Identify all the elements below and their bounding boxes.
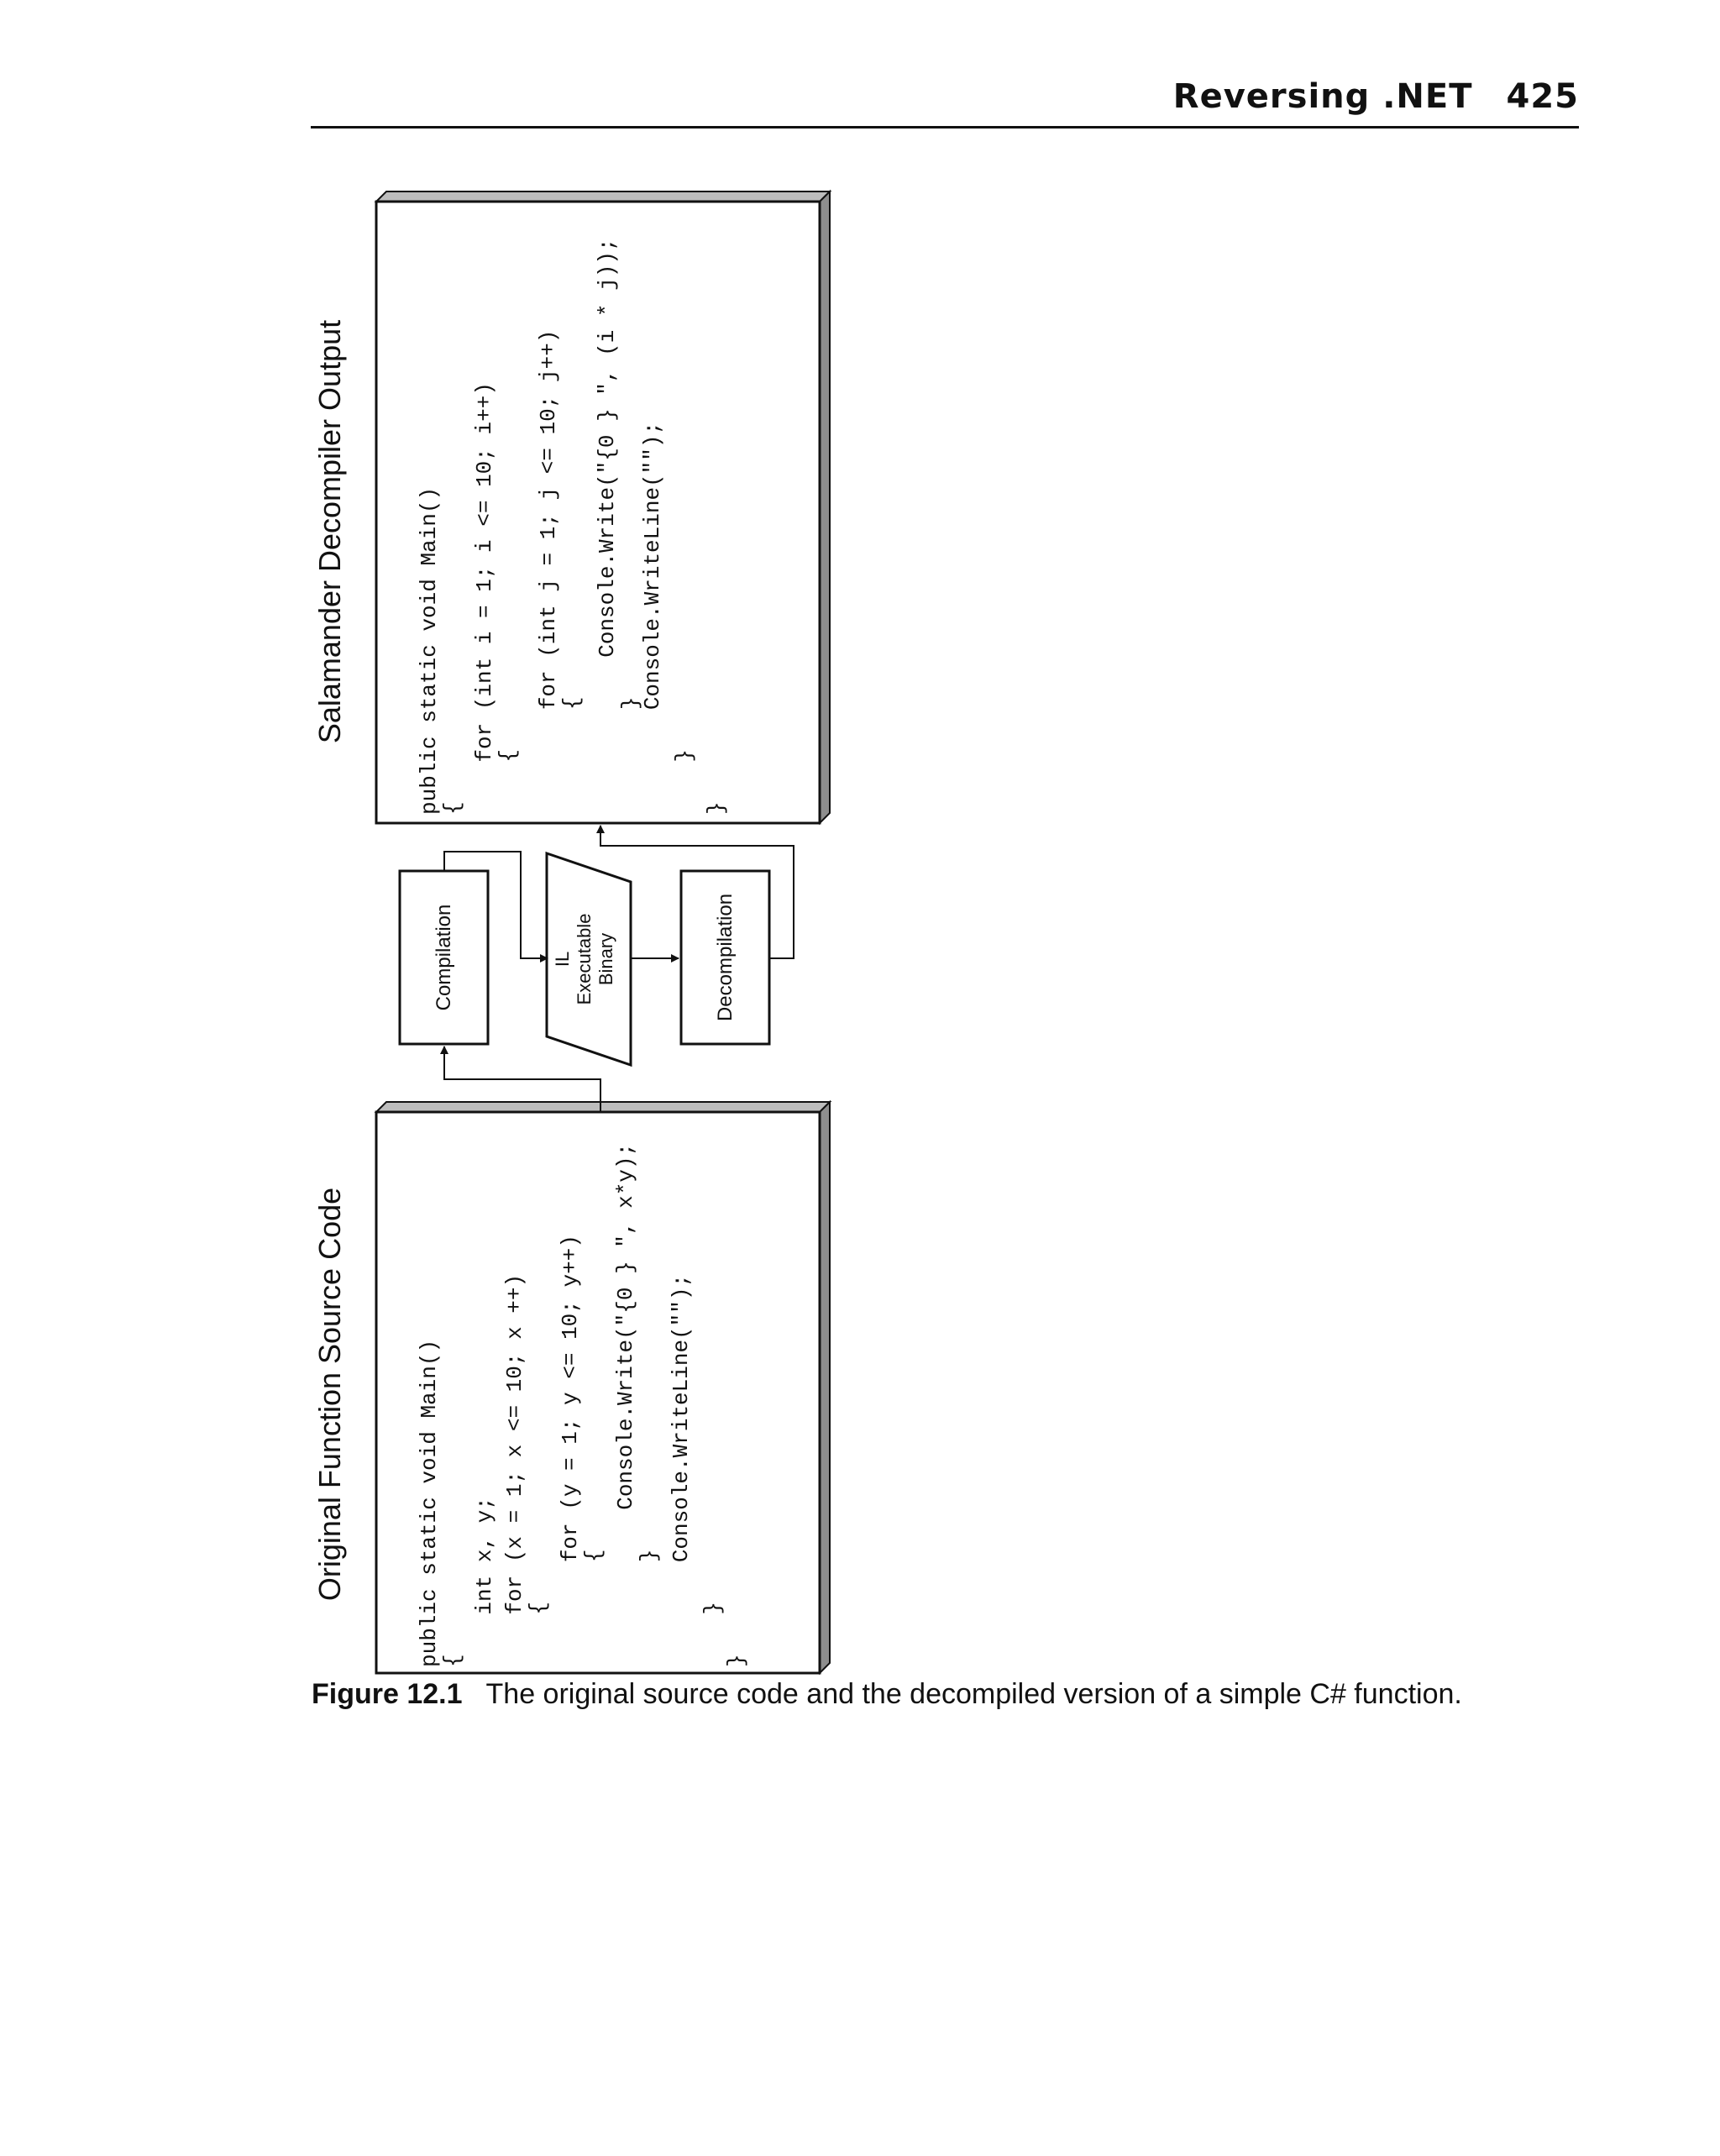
code-line: { <box>526 1601 551 1667</box>
header-title: Reversing .NET <box>1172 77 1473 116</box>
decompilation-label: Decompilation <box>714 893 737 1022</box>
code-line: { <box>496 748 521 815</box>
code-line: { <box>440 1654 465 1667</box>
code-line: for (int j = 1; j <= 10; j++) <box>536 329 561 815</box>
code-line: } <box>700 1601 726 1667</box>
code-line: } <box>704 801 729 815</box>
caption-text: The original source code and the decompiled version of a simple C# function. <box>485 1678 1462 1710</box>
compilation-box <box>400 871 488 1044</box>
code-line: { <box>440 801 465 815</box>
code-line: for (int i = 1; i <= 10; i++) <box>472 382 497 815</box>
binary-label-line: IL <box>552 951 573 968</box>
code-line: } <box>637 1549 662 1667</box>
code-line: } <box>724 1654 749 1667</box>
code-line: public static void Main() <box>417 486 442 815</box>
code-line: public static void Main() <box>417 1339 442 1667</box>
original-code-title: Original Function Source Code <box>312 1187 347 1602</box>
decompilation-box <box>681 871 769 1044</box>
code-line: { <box>581 1549 606 1667</box>
code-line: int x, y; <box>472 1497 497 1667</box>
code-line: for (y = 1; y <= 10; y++) <box>558 1235 583 1667</box>
code-line: Console.Write("{0 } ", (i * j)); <box>595 238 620 815</box>
code-line: Console.WriteLine(""); <box>640 421 665 815</box>
caption-label: Figure 12.1 <box>312 1678 463 1710</box>
il-binary-shape <box>547 853 631 1065</box>
code-line: } <box>672 748 697 815</box>
code-line: { <box>559 696 585 815</box>
code-line: } <box>618 696 643 815</box>
decompiled-code-title: Salamander Decompiler Output <box>312 319 347 744</box>
code-line: Console.Write("{0 } ", x*y); <box>613 1142 638 1667</box>
code-line: for (x = 1; x <= 10; x ++) <box>502 1273 527 1667</box>
page-number: 425 <box>1506 77 1579 116</box>
figure-caption <box>312 1678 1655 1711</box>
binary-label-line: Executable <box>574 913 595 1005</box>
code-line: Console.WriteLine(""); <box>669 1273 694 1667</box>
binary-label-line: Binary <box>595 932 616 986</box>
compilation-label: Compilation <box>433 904 455 1011</box>
